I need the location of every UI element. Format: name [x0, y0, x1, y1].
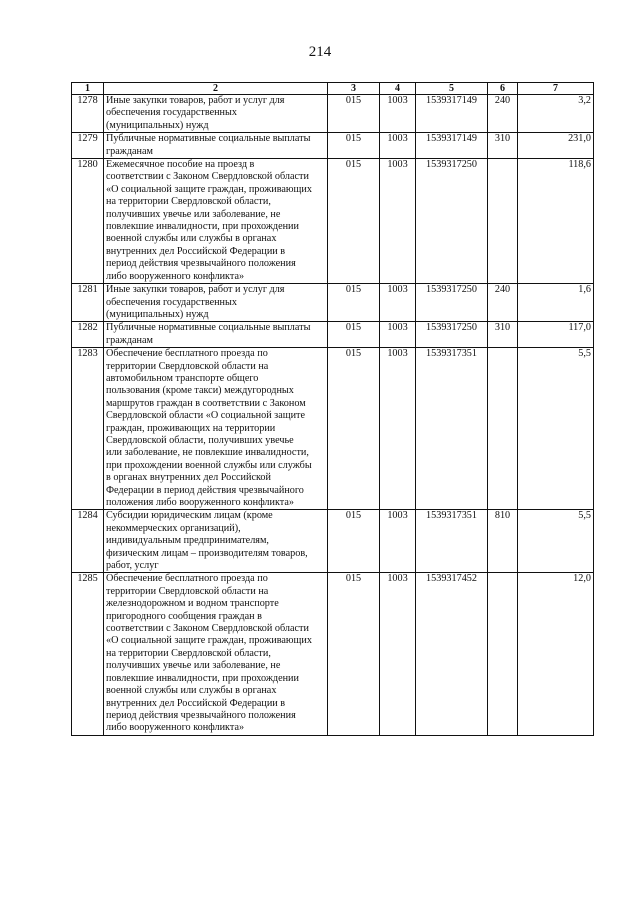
- row-name-line: повлекшие инвалидности, при прохождении: [106, 672, 299, 684]
- row-number: 1283: [72, 348, 104, 510]
- row-name-line: «О социальной защите граждан, проживающих: [106, 635, 312, 647]
- row-number: 1281: [72, 284, 104, 322]
- row-name: [104, 159, 328, 284]
- row-number: 1278: [72, 95, 104, 133]
- row-expense-type: 310: [488, 322, 518, 348]
- row-amount: 12,0: [518, 573, 594, 735]
- row-section: 1003: [380, 573, 416, 735]
- row-section: 1003: [380, 348, 416, 510]
- row-expense-type: [488, 573, 518, 735]
- row-name-line: в органах внутренних дел Российской: [106, 472, 271, 484]
- row-name-line: «О социальной защите граждан, проживающих: [106, 183, 312, 195]
- row-name: [104, 322, 328, 348]
- row-article: 1539317250: [416, 322, 488, 348]
- row-expense-type: 240: [488, 284, 518, 322]
- row-name-line: индивидуальным предпринимателям,: [106, 535, 269, 547]
- row-ministry: 015: [328, 322, 380, 348]
- table-row: [72, 348, 594, 510]
- row-amount: 1,6: [518, 284, 594, 322]
- budget-table: [71, 82, 594, 736]
- row-name-line: Обеспечение бесплатного проезда по: [106, 348, 268, 360]
- row-name-line: обеспечения государственных: [106, 296, 237, 308]
- row-article: 1539317250: [416, 284, 488, 322]
- row-name-line: территории Свердловской области на: [106, 585, 269, 597]
- table-body: [72, 95, 594, 736]
- row-article: 1539317351: [416, 348, 488, 510]
- row-ministry: 015: [328, 284, 380, 322]
- row-name-line: положения либо вооруженного конфликта»: [106, 497, 294, 508]
- table-row: [72, 133, 594, 159]
- row-name-line: железнодорожном и водном транспорте: [106, 598, 279, 610]
- row-name-line: либо вооруженного конфликта»: [106, 722, 245, 734]
- header-row: [72, 83, 594, 95]
- row-name-line: работ, услуг: [106, 560, 159, 572]
- row-amount: 118,6: [518, 159, 594, 284]
- row-number: 1285: [72, 573, 104, 735]
- row-name-line: соответствии с Законом Свердловской области: [106, 623, 309, 635]
- row-section: 1003: [380, 133, 416, 159]
- header-col-7: 7: [518, 83, 594, 95]
- row-name-line: пользования (кроме такси) междугородных: [106, 385, 294, 397]
- header-col-3: 3: [328, 83, 380, 95]
- row-name-line: Ежемесячное пособие на проезд в: [106, 159, 255, 171]
- row-name-line: Свердловской области, получивших увечье: [106, 434, 294, 446]
- table-row: [72, 322, 594, 348]
- row-number: 1284: [72, 510, 104, 573]
- row-name-line: или заболевание, не повлекшие инвалидности,: [106, 447, 309, 459]
- row-name-line: граждан, проживающих на территории: [106, 422, 276, 434]
- row-expense-type: 810: [488, 510, 518, 573]
- page-number: 214: [308, 44, 332, 60]
- row-article: 1539317452: [416, 573, 488, 735]
- row-name-line: на территории Свердловской области,: [106, 196, 271, 208]
- row-name-line: Федерации в период действия чрезвычайного: [106, 484, 304, 496]
- row-name-line: пригородного сообщения граждан в: [106, 610, 262, 622]
- row-ministry: 015: [328, 348, 380, 510]
- row-name-line: Субсидии юридическим лицам (кроме: [106, 510, 273, 522]
- row-section: 1003: [380, 95, 416, 133]
- row-name-line: обеспечения государственных: [106, 107, 237, 119]
- row-ministry: 015: [328, 573, 380, 735]
- row-name: [104, 133, 328, 159]
- row-name-line: Обеспечение бесплатного проезда по: [106, 573, 268, 585]
- row-section: 1003: [380, 159, 416, 284]
- row-ministry: 015: [328, 510, 380, 573]
- row-name-line: военной службы или службы в органах: [106, 685, 277, 697]
- row-article: 1539317149: [416, 95, 488, 133]
- header-col-4: 4: [380, 83, 416, 95]
- table-row: [72, 510, 594, 573]
- row-name-line: внутренних дел Российской Федерации в: [106, 697, 286, 709]
- row-section: 1003: [380, 510, 416, 573]
- row-article: 1539317149: [416, 133, 488, 159]
- row-amount: 3,2: [518, 95, 594, 133]
- row-name-line: физическим лицам – производителям товаров,: [106, 547, 308, 559]
- row-name-line: (муниципальных) нужд: [106, 119, 209, 131]
- table-row: [72, 95, 594, 133]
- row-number: 1280: [72, 159, 104, 284]
- row-name-line: некоммерческих организаций),: [106, 522, 241, 534]
- row-name-line: получивших увечье или заболевание, не: [106, 208, 281, 220]
- row-name-line: период действия чрезвычайного положения: [106, 258, 296, 270]
- row-article: 1539317250: [416, 159, 488, 284]
- row-name-line: Иные закупки товаров, работ и услуг для: [106, 284, 285, 296]
- row-name-line: территории Свердловской области на: [106, 360, 269, 372]
- row-name: [104, 284, 328, 322]
- row-ministry: 015: [328, 95, 380, 133]
- row-amount: 231,0: [518, 133, 594, 159]
- row-article: 1539317351: [416, 510, 488, 573]
- row-name-line: Иные закупки товаров, работ и услуг для: [106, 95, 285, 106]
- row-amount: 117,0: [518, 322, 594, 348]
- table-row: [72, 573, 594, 735]
- row-name-line: гражданам: [106, 145, 153, 157]
- row-expense-type: [488, 159, 518, 284]
- row-name-line: военной службы или службы в органах: [106, 233, 277, 245]
- row-number: 1282: [72, 322, 104, 348]
- row-name: [104, 95, 328, 133]
- table-row: [72, 284, 594, 322]
- row-name-line: соответствии с Законом Свердловской области: [106, 171, 309, 183]
- row-name-line: (муниципальных) нужд: [106, 308, 209, 320]
- row-name-line: внутренних дел Российской Федерации в: [106, 245, 286, 257]
- row-name: [104, 348, 328, 510]
- row-ministry: 015: [328, 133, 380, 159]
- row-expense-type: 240: [488, 95, 518, 133]
- row-name: [104, 510, 328, 573]
- header-col-2: 2: [104, 83, 328, 95]
- row-name-line: Публичные нормативные социальные выплаты: [106, 322, 311, 334]
- row-name-line: на территории Свердловской области,: [106, 647, 271, 659]
- row-amount: 5,5: [518, 348, 594, 510]
- row-name-line: период действия чрезвычайного положения: [106, 709, 296, 721]
- row-name-line: получивших увечье или заболевание, не: [106, 660, 281, 672]
- header-col-5: 5: [416, 83, 488, 95]
- row-ministry: 015: [328, 159, 380, 284]
- row-section: 1003: [380, 284, 416, 322]
- row-name-line: маршрутов граждан в соответствии с Законом: [106, 397, 306, 409]
- row-name-line: гражданам: [106, 334, 153, 346]
- row-name-line: Публичные нормативные социальные выплаты: [106, 133, 311, 145]
- row-name-line: Свердловской области «О социальной защите: [106, 410, 306, 422]
- row-name-line: либо вооруженного конфликта»: [106, 270, 245, 282]
- row-expense-type: [488, 348, 518, 510]
- row-amount: 5,5: [518, 510, 594, 573]
- row-name: [104, 573, 328, 735]
- row-name-line: при прохождении военной службы или службы: [106, 459, 312, 471]
- row-name-line: автомобильном транспорте общего: [106, 372, 259, 384]
- table-row: [72, 159, 594, 284]
- row-section: 1003: [380, 322, 416, 348]
- row-expense-type: 310: [488, 133, 518, 159]
- row-number: 1279: [72, 133, 104, 159]
- header-col-6: 6: [488, 83, 518, 95]
- header-col-1: 1: [72, 83, 104, 95]
- row-name-line: повлекшие инвалидности, при прохождении: [106, 221, 299, 233]
